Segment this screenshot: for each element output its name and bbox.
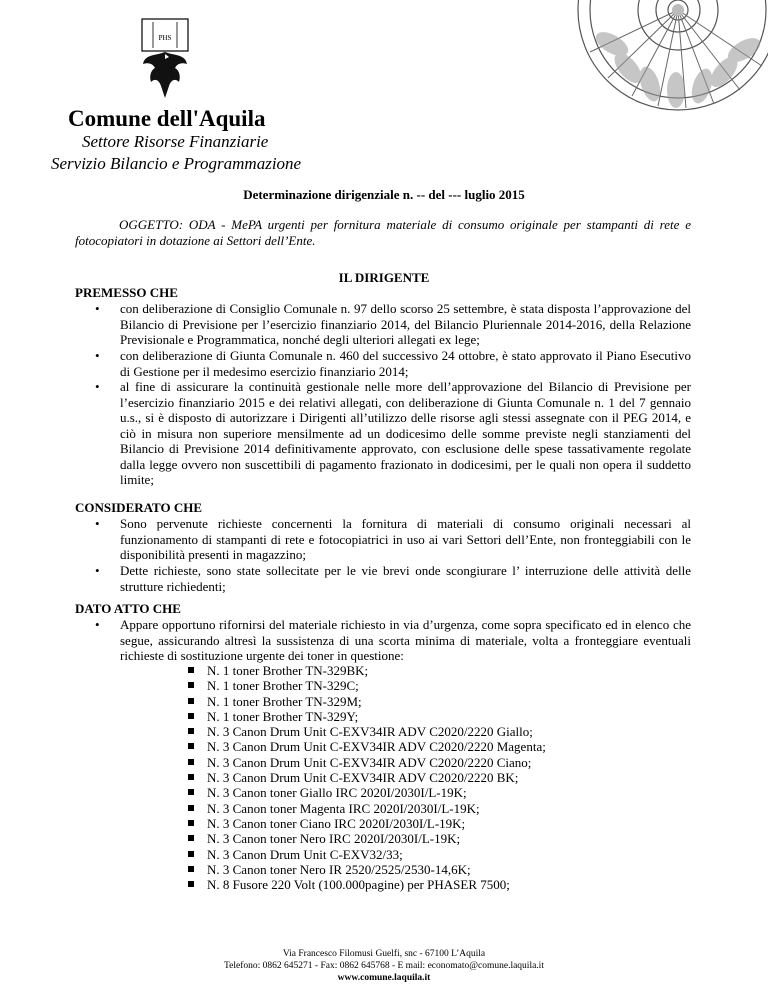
footer-contacts: Telefono: 0862 645271 - Fax: 0862 645768 - E mail: economato@comune.laquila.it [224, 961, 544, 971]
footer-website-link[interactable]: www.comune.laquila.it [337, 973, 431, 983]
supply-item: N. 3 Canon Drum Unit C-EXV34IR ADV C2020/2220 Magenta; [188, 739, 546, 754]
supply-item: N. 3 Canon toner Nero IRC 2020I/2030I/L-19K; [188, 831, 546, 846]
document-title: Determinazione dirigenziale n. -- del --- luglio 2015 [243, 187, 525, 202]
supply-item: N. 3 Canon toner Giallo IRC 2020I/2030I/L-19K; [188, 785, 546, 800]
supply-item: N. 3 Canon toner Ciano IRC 2020I/2030I/L-19K; [188, 816, 546, 831]
service-name: Servizio Bilancio e Programmazione [51, 154, 302, 173]
rose-window-decoration-icon [548, 0, 768, 118]
supply-item: N. 1 toner Brother TN-329M; [188, 694, 546, 709]
supply-item: N. 3 Canon Drum Unit C-EXV34IR ADV C2020/2220 BK; [188, 770, 546, 785]
crest-motto: PHS [158, 34, 172, 42]
department-name: Settore Risorse Finanziarie [82, 132, 269, 151]
subject-paragraph [75, 217, 691, 249]
supply-item: N. 3 Canon Drum Unit C-EXV34IR ADV C2020/2220 Giallo; [188, 724, 546, 739]
list-item: • Appare opportuno rifornirsi del materiale richiesto in via d’urgenza, come sopra specificato ed in elenco che segue, assicurando altresì la sussistenza di una scorta minima di materiale, volta a fronteggiare eventuali richieste di sostituzione urgente dei toner in questione: [95, 617, 691, 663]
supplies-list [188, 663, 546, 892]
supply-item: N. 1 toner Brother TN-329BK; [188, 663, 546, 678]
coat-of-arms-icon [141, 18, 189, 100]
supply-item: N. 8 Fusore 220 Volt (100.000pagine) per PHASER 7500; [188, 877, 546, 892]
supply-item: N. 3 Canon toner Magenta IRC 2020I/2030I/L-19K; [188, 801, 546, 816]
supply-item: N. 3 Canon Drum Unit C-EXV32/33; [188, 847, 546, 862]
footer-address: Via Francesco Filomusi Guelfi, snc - 67100 L’Aquila [282, 949, 486, 959]
supply-item: N. 1 toner Brother TN-329Y; [188, 709, 546, 724]
premesso-title: PREMESSO CHE [75, 285, 178, 300]
considerato-title: CONSIDERATO CHE [75, 500, 203, 515]
supply-item: N. 1 toner Brother TN-329C; [188, 678, 546, 693]
list-item: • Dette richieste, sono state sollecitate per le vie brevi onde scongiurare l’ interruzione delle attività delle strutture richiedenti; [95, 563, 691, 594]
supply-item: N. 3 Canon Drum Unit C-EXV34IR ADV C2020/2220 Ciano; [188, 755, 546, 770]
supply-item: N. 3 Canon toner Nero IR 2520/2525/2530-14,6K; [188, 862, 546, 877]
dato-atto-title: DATO ATTO CHE [75, 601, 181, 616]
page-footer [0, 948, 768, 984]
section-heading: IL DIRIGENTE [338, 270, 430, 285]
list-item: • al fine di assicurare la continuità gestionale nelle more dell’approvazione del Bilancio di Previsione per l’esercizio finanziario 2015 e dei relativi allegati, con deliberazione di Giunta Comunale n. 1 del 7 gennaio u.s., si è disposto di autorizzare i Dirigenti all’utilizzo delle risorse agli stessi assegnate con il PEG 2014, e ciò in misura non superiore mensilmente ad un dodicesimo delle somme previste negli stanziamenti del Bilancio di Previsione 2014 definitivamente approvato, con esclusione delle spese tassativamente regolate dalla legge ovvero non suscettibili di pagamento frazionato in dodicesimi, per le quali non opera il suddetto limite; [95, 379, 691, 487]
list-item: • Sono pervenute richieste concernenti la fornitura di materiali di consumo originali necessari al funzionamento di stampanti di rete e fotocopiatrici in uso ai vari Settori dell’Ente, non fronteggiabili con le disponibilità presenti in magazzino; [95, 516, 691, 562]
list-item: • con deliberazione di Giunta Comunale n. 460 del successivo 24 ottobre, è stato approvato il Piano Esecutivo di Gestione per il medesimo esercizio finanziario 2014; [95, 348, 691, 379]
org-name: Comune dell'Aquila [68, 106, 266, 131]
list-item: • con deliberazione di Consiglio Comunale n. 97 dello scorso 25 settembre, è stata disposta l’approvazione del Bilancio di Previsione per l’esercizio finanziario 2014, del Bilancio Pluriennale 2014-2016, della Relazione Previsionale e Programmatica, nonché degli ulteriori allegati ex lege; [95, 301, 691, 347]
subject-text: OGGETTO: ODA - MePA urgenti per fornitura materiale di consumo originale per stampanti di rete e fotocopiatori in dotazione ai Settori dell’Ente. [75, 217, 691, 248]
